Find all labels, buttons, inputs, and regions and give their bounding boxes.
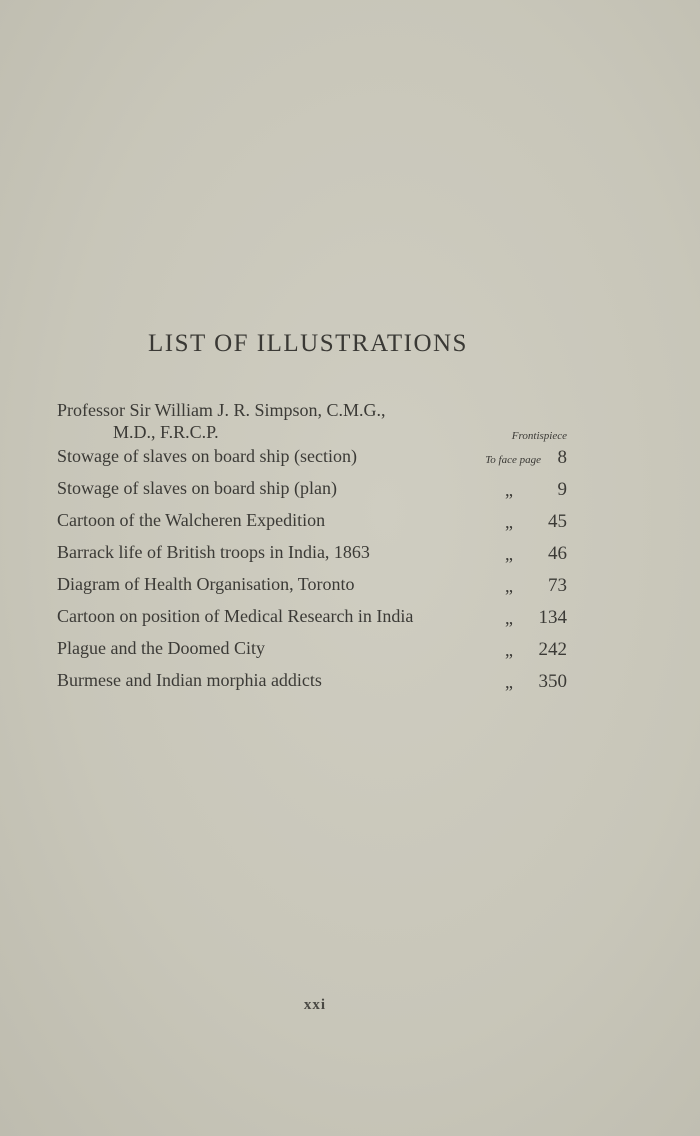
list-item: [57, 604, 569, 636]
entry-page-number: 9: [557, 479, 567, 500]
list-item: [57, 508, 569, 540]
entry-page-number: 242: [538, 639, 567, 660]
entry-reference: „: [505, 576, 513, 596]
entry-title: Professor Sir William J. R. Simpson, C.M.G.,: [57, 400, 386, 420]
entry-title: Barrack life of British troops in India, 1863: [57, 542, 370, 562]
entry-page-number: 73: [548, 575, 567, 596]
entry-title: Cartoon of the Walcheren Expedition: [57, 510, 326, 530]
illustration-list: [57, 398, 569, 700]
page-number: xxi: [303, 997, 327, 1013]
entry-page-number: 350: [538, 671, 567, 692]
entry-title: Stowage of slaves on board ship (section): [57, 446, 357, 466]
list-item: [57, 572, 569, 604]
list-item: [57, 398, 569, 444]
entry-title-continued: M.D., F.R.C.P.: [113, 422, 219, 442]
list-item: [57, 668, 569, 700]
entry-page-number: 46: [548, 543, 567, 564]
list-item: [57, 540, 569, 572]
entry-reference: „: [505, 544, 513, 564]
page-title: LIST OF ILLUSTRATIONS: [148, 330, 468, 357]
list-item: [57, 636, 569, 668]
entry-reference: Frontispiece: [511, 430, 567, 442]
entry-reference: „: [505, 640, 513, 660]
entry-reference: To face page: [485, 454, 541, 466]
list-item: [57, 476, 569, 508]
entry-title: Diagram of Health Organisation, Toronto: [57, 574, 355, 594]
entry-reference: „: [505, 480, 513, 500]
list-item: [57, 444, 569, 476]
entry-title: Cartoon on position of Medical Research in India: [57, 606, 414, 626]
entry-title: Burmese and Indian morphia addicts: [57, 670, 322, 690]
entry-reference: „: [505, 672, 513, 692]
entry-page-number: 8: [557, 447, 567, 468]
entry-title: Stowage of slaves on board ship (plan): [57, 478, 337, 498]
entry-page-number: 45: [548, 511, 567, 532]
entry-reference: „: [505, 512, 513, 532]
entry-title: Plague and the Doomed City: [57, 638, 265, 658]
entry-reference: „: [505, 608, 513, 628]
entry-page-number: 134: [538, 607, 567, 628]
